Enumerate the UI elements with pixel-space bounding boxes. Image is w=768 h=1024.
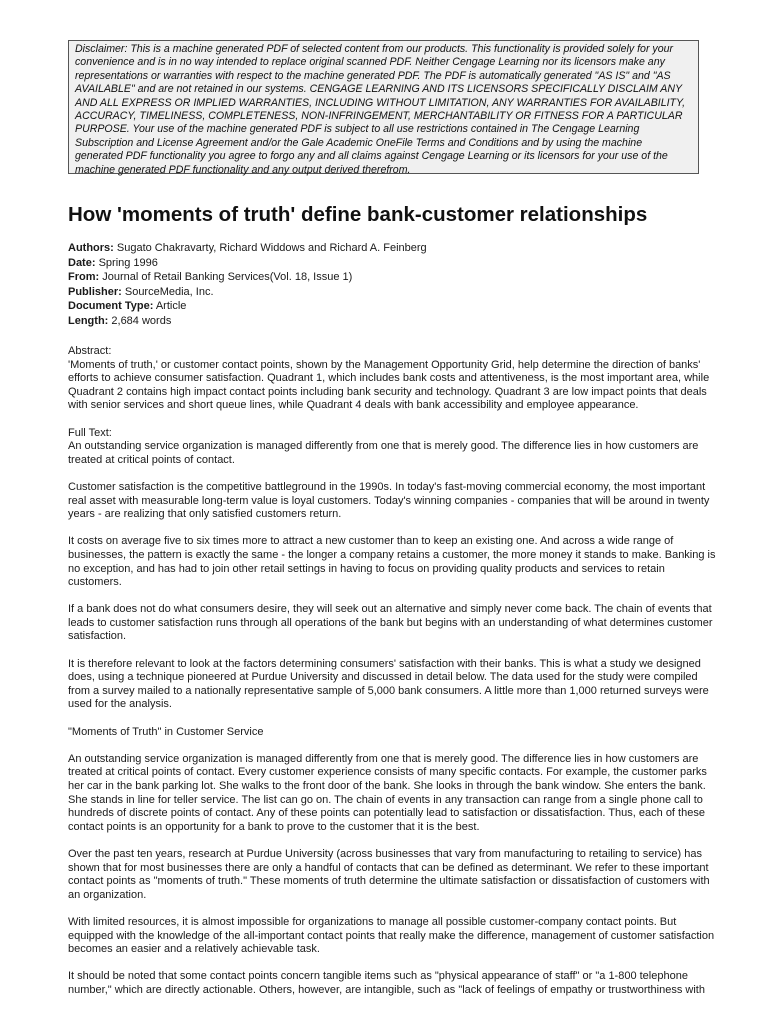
abstract-heading: Abstract: <box>68 345 112 357</box>
abstract-section <box>68 345 720 413</box>
meta-authors: Authors: Sugato Chakravarty, Richard Widdows and Richard A. Feinberg <box>68 242 427 254</box>
paragraph: With limited resources, it is almost impossible for organizations to manage all possible customer-company contact points. But equipped with the knowledge of the all-important contact points that really make the difference, management of customer satisfaction becomes an easier and a relatively achievable task. <box>68 915 715 956</box>
meta-document-type: Document Type: Article <box>68 300 187 313</box>
paragraph: An outstanding service organization is managed differently from one that is merely good. The difference lies in how customers are treated at critical points of contact. Every customer experience consists of many specific contacts. For example, the customer parks her car in the bank parking lot. She walks to the front door of the bank. She looks in through the bank window. She enters the bank. She stands in line for teller service. The list can go on. The chain of events in any transaction can range from a single phone call to hundreds of discrete points of contact. Any of these points can potentially lead to satisfaction or dissatisfaction. Thus, each of these contact points is an opportunity for a bank to prove to the customer that it is the best. <box>68 752 707 833</box>
paragraph: Over the past ten years, research at Purdue University (across businesses that vary from manufacturing to retailing to service) has shown that for most businesses there are only a handful of contacts that can be defined as determinant. We refer to these important contact points as "moments of truth." These moments of truth determine the ultimate satisfaction or dissatisfaction of customers with an organization. <box>68 847 710 901</box>
meta-publisher: Publisher: SourceMedia, Inc. <box>68 285 214 298</box>
meta-from: From: Journal of Retail Banking Services(Vol. 18, Issue 1) <box>68 271 353 284</box>
article-metadata <box>68 241 427 329</box>
disclaimer-box <box>68 40 699 174</box>
paragraph: It should be noted that some contact points concern tangible items such as "physical appearance of staff" or "a 1-800 telephone number," which are directly actionable. Others, however, are intangible, such as "lack of feelings of empathy or trustworthiness with <box>68 970 705 996</box>
abstract-text: 'Moments of truth,' or customer contact points, shown by the Management Opportunity Grid, help determine the direction of banks' efforts to achieve consumer satisfaction. Quadrant 1, which includes bank costs and attentiveness, is the most important area, while Quadrant 2 contains high impact contact points including bank security and technology. Quadrant 3 are low impact points that deals with senior services and short queue lines, while Quadrant 4 deals with bank accessibility and employee appearance. <box>68 358 710 412</box>
section-heading: "Moments of Truth" in Customer Service <box>68 725 264 738</box>
paragraph: If a bank does not do what consumers desire, they will seek out an alternative and simply never come back. The chain of events that leads to customer satisfaction runs through all operations of the bank but begins with an understanding of what determines customer satisfaction. <box>68 603 713 643</box>
paragraph: It is therefore relevant to look at the factors determining consumers' satisfaction with their banks. This is what a study we designed does, using a technique pioneered at Purdue University and discussed in detail below. The data used for the study were compiled from a survey mailed to a nationally representative sample of 5,000 bank consumers. A little more than 1,000 returned surveys were used for the analysis. <box>68 657 709 711</box>
paragraph: It costs on average five to six times more to attract a new customer than to keep an existing one. And across a wide range of businesses, the pattern is exactly the same - the longer a company retains a customer, the more money it stands to make. Banking is no exception, and has had to join other retail settings in having to focus on providing quality products and services to retain customers. <box>68 535 716 589</box>
paragraph: An outstanding service organization is managed differently from one that is merely good. The difference lies in how customers are treated at critical points of contact. <box>68 440 699 466</box>
fulltext-section <box>68 427 720 468</box>
fulltext-heading: Full Text: <box>68 426 112 439</box>
article-title: How 'moments of truth' define bank-customer relationships <box>68 203 648 226</box>
article-body <box>68 345 720 1011</box>
meta-date: Date: Spring 1996 <box>68 256 158 269</box>
paragraph: Customer satisfaction is the competitive battleground in the 1990s. In today's fast-moving commercial economy, the most important real asset with measurable long-term value is loyal customers. Today's winning companies - companies that will be around in twenty years - are realizing that only satisfied customers return. <box>68 480 710 521</box>
disclaimer-text: Disclaimer: This is a machine generated PDF of selected content from our products. This functionality is provided solely for your convenience and is in no way intended to replace original scanned PDF. Neither Cengage Learning nor its licensors make any representations or warranties with respect to the machine generated PDF. The PDF is automatically generated "AS IS" and "AS AVAILABLE" and are not retained in our systems. CENGAGE LEARNING AND ITS LICENSORS SPECIFICALLY DISCLAIM ANY AND ALL EXPRESS OR IMPLIED WARRANTIES, INCLUDING WITHOUT LIMITATION, ANY WARRANTIES FOR AVAILABILITY, ACCURACY, TIMELINESS, COMPLETENESS, NON-INFRINGEMENT, MERCHANTABILITY OR FITNESS FOR A PARTICULAR PURPOSE. Your use of the machine generated PDF is subject to all use restrictions contained in The Cengage Learning Subscription and License Agreement and/or the Gale Academic OneFile Terms and Conditions and by using the machine generated PDF functionality you agree to forgo any and all claims against Cengage Learning or its licensors for your use of the machine generated PDF functionality and any output derived therefrom. <box>75 43 686 176</box>
meta-length: Length: 2,684 words <box>68 314 172 327</box>
